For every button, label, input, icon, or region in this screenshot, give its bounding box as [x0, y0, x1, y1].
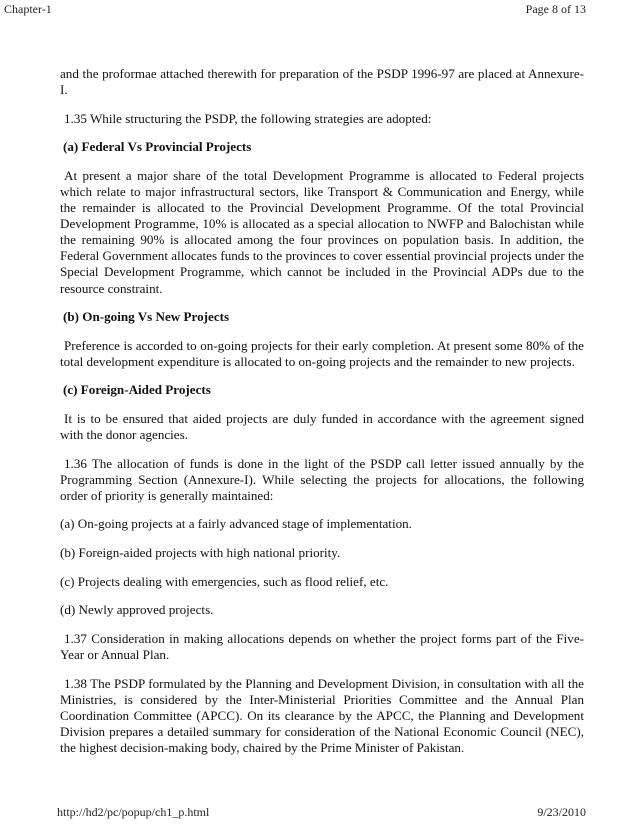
header-chapter: Chapter-1 — [4, 2, 52, 16]
paragraph-continuation: and the proformae attached therewith for preparation of the PSDP 1996-97 are placed at Annexure-I. — [60, 66, 584, 98]
paragraph-ongoing-vs-new: Preference is accorded to on-going projects for their early completion. At present some 80% of the total development expenditure is allocated to on-going projects and the remainder to new projects. — [60, 337, 584, 369]
footer-date: 9/23/2010 — [537, 805, 586, 819]
header-page-number: Page 8 of 13 — [525, 2, 586, 16]
footer-url: http://hd2/pc/popup/ch1_p.html — [57, 805, 210, 819]
priority-item-a: (a) On-going projects at a fairly advanced stage of implementation. — [60, 516, 412, 532]
paragraph-1-36: 1.36 The allocation of funds is done in the light of the PSDP call letter issued annually by the Programming Section (Annexure-I). While selecting the projects for allocations, the following order of priority is generally maintained: — [60, 455, 584, 503]
heading-ongoing-vs-new: (b) On-going Vs New Projects — [63, 309, 230, 325]
paragraph-1-35: 1.35 While structuring the PSDP, the following strategies are adopted: — [64, 110, 432, 126]
paragraph-1-38: 1.38 The PSDP formulated by the Planning and Development Division, in consultation with all the Ministries, is considered by the Inter-Ministerial Priorities Committee and the Annual Plan Coordination Committee (APCC). On its clearance by the APCC, the Planning and Development Division prepares a detailed summary for consideration of the National Economic Council (NEC), the highest decision-making body, chaired by the Prime Minister of Pakistan. — [60, 675, 584, 755]
paragraph-1-37: 1.37 Consideration in making allocations depends on whether the project forms part of the Five-Year or Annual Plan. — [60, 630, 584, 662]
priority-item-b: (b) Foreign-aided projects with high national priority. — [60, 545, 341, 561]
heading-foreign-aided: (c) Foreign-Aided Projects — [63, 382, 211, 398]
document-body — [60, 66, 584, 769]
paragraph-foreign-aided: It is to be ensured that aided projects are duly funded in accordance with the agreement signed with the donor agencies. — [60, 411, 584, 443]
priority-item-d: (d) Newly approved projects. — [60, 602, 214, 618]
paragraph-federal-vs-provincial: At present a major share of the total Development Programme is allocated to Federal projects which relate to major infrastructural sectors, like Transport & Communication and Energy, while the remainder is allocated to the Provincial Development Programme. Of the total Provincial Development Programme, 10% is allocated as a special allocation to NWFP and Balochistan while the remaining 90% is allocated among the four provinces on population basis. In addition, the Federal Government allocates funds to the provinces to cover essential provincial projects under the Special Development Programme, which cannot be included in the Provincial ADPs due to the resource constraint. — [60, 167, 584, 296]
priority-item-c: (c) Projects dealing with emergencies, such as flood relief, etc. — [60, 573, 389, 589]
heading-federal-vs-provincial: (a) Federal Vs Provincial Projects — [63, 139, 252, 155]
